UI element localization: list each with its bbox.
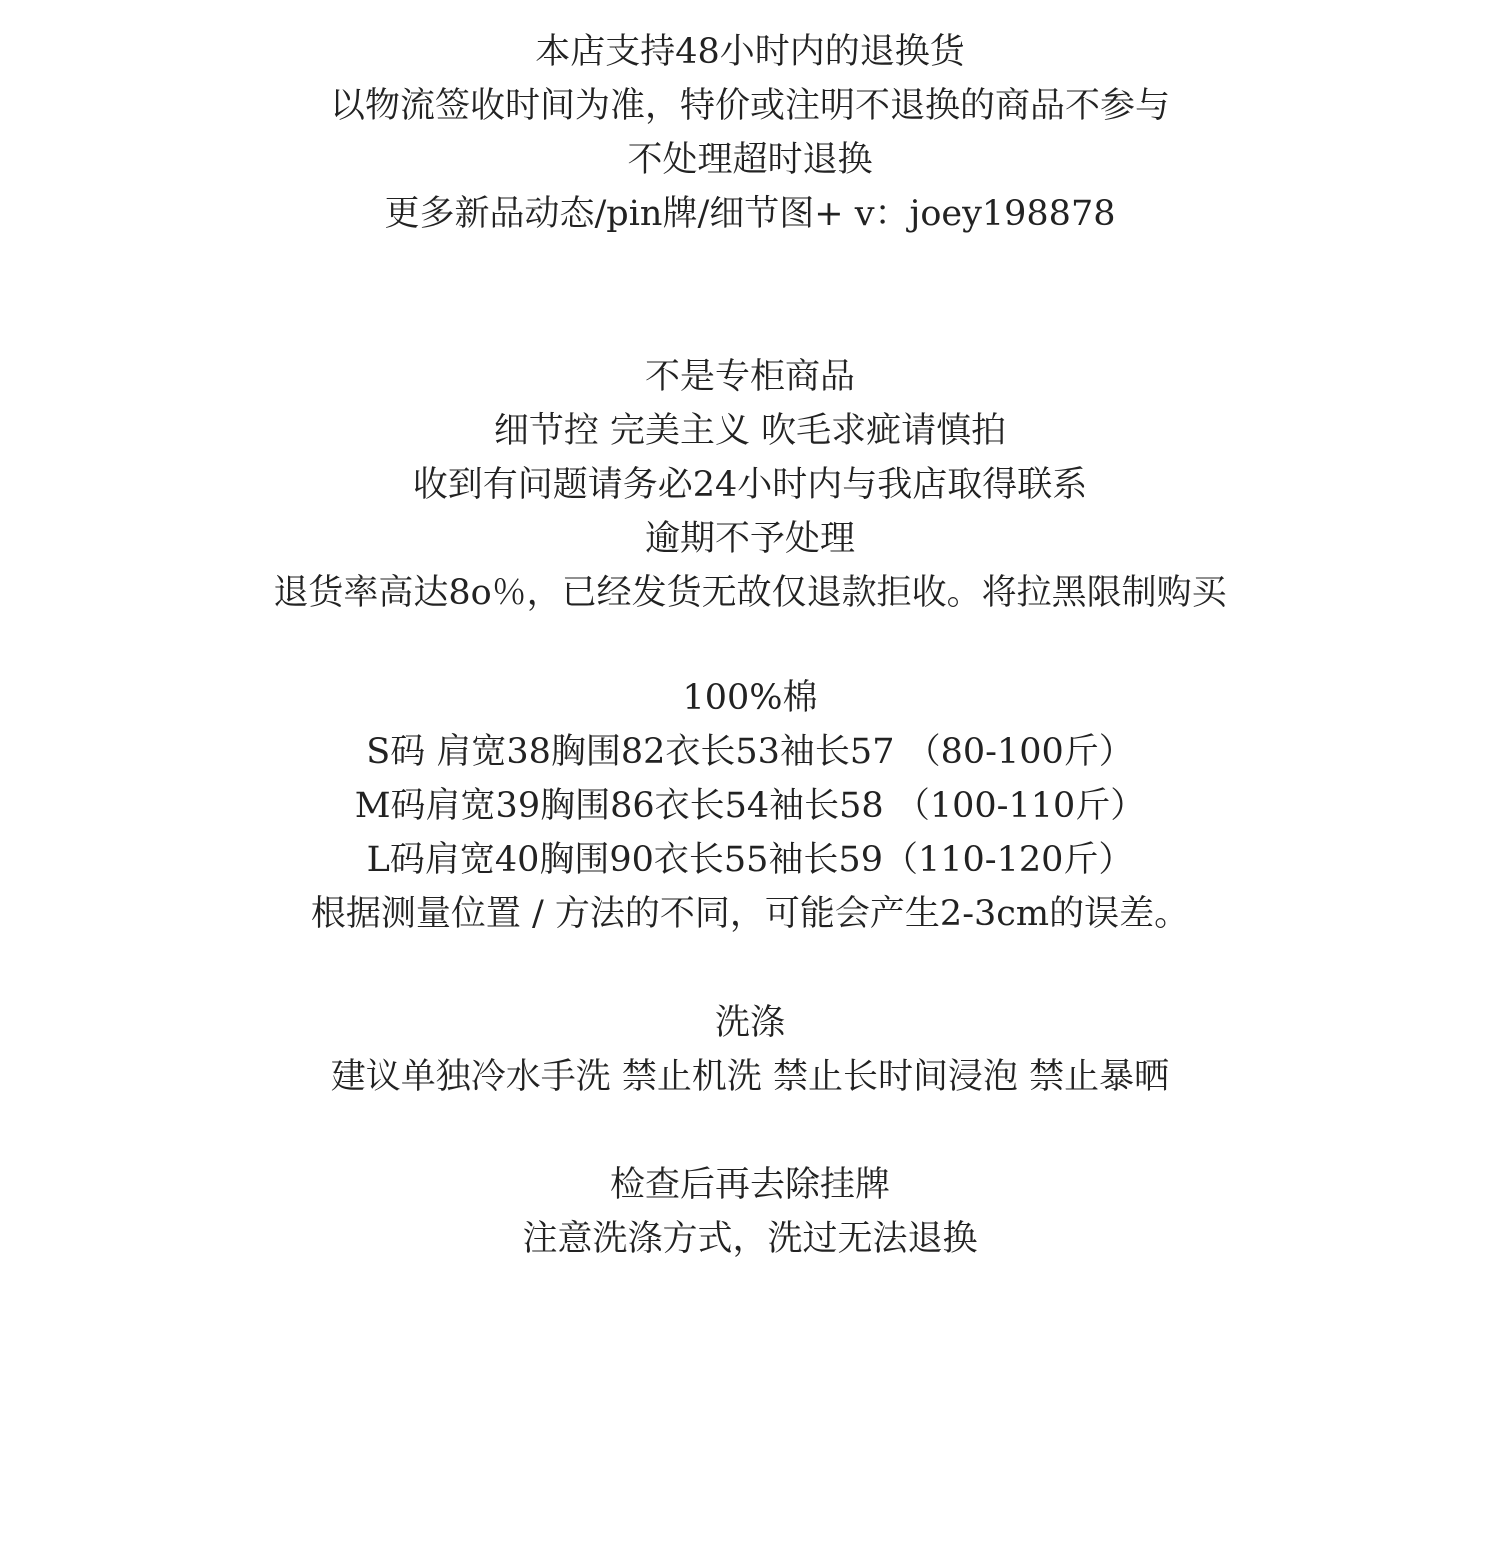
tag-notice-section — [0, 1158, 1500, 1266]
return-policy-section — [0, 25, 1500, 241]
measurement-error-text: 根据测量位置 / 方法的不同，可能会产生2-3cm的误差。 — [310, 894, 1190, 934]
washing-section — [0, 996, 1500, 1104]
return-basis-text: 以物流签收时间为准，特价或注明不退换的商品不参与 — [329, 86, 1170, 126]
perfectionist-warning-text: 细节控 完美主义 吹毛求疵请慎拍 — [493, 411, 1007, 451]
overdue-not-handled-text: 逾期不予处理 — [644, 519, 855, 559]
size-m-text: M码肩宽39胸围86衣长54袖长58 （100-110斤） — [354, 786, 1146, 826]
washed-no-return-text: 注意洗涤方式，洗过无法退换 — [522, 1219, 978, 1259]
contact-wechat-text: 更多新品动态/pin牌/细节图+ v：joey198878 — [384, 194, 1116, 234]
remove-tag-text: 检查后再去除挂牌 — [609, 1165, 890, 1205]
size-info-section — [0, 671, 1500, 941]
washing-title: 洗涤 — [714, 1003, 785, 1043]
contact-within-24h-text: 收到有问题请务必24小时内与我店取得联系 — [412, 465, 1088, 505]
return-window-text: 本店支持48小时内的退换货 — [535, 32, 965, 72]
material-text: 100%棉 — [682, 678, 818, 718]
washing-instructions-text: 建议单独冷水手洗 禁止机洗 禁止长时间浸泡 禁止暴晒 — [330, 1057, 1170, 1097]
size-l-text: L码肩宽40胸围90衣长55袖长59（110-120斤） — [366, 840, 1134, 880]
blacklist-warning-text: 退货率高达8o％，已经发货无故仅退款拒收。将拉黑限制购买 — [273, 573, 1227, 613]
no-overdue-return-text: 不处理超时退换 — [627, 140, 873, 180]
quality-notice-section — [0, 350, 1500, 620]
size-s-text: S码 肩宽38胸围82衣长53袖长57 （80-100斤） — [366, 732, 1134, 772]
not-counter-goods-text: 不是专柜商品 — [644, 357, 855, 397]
